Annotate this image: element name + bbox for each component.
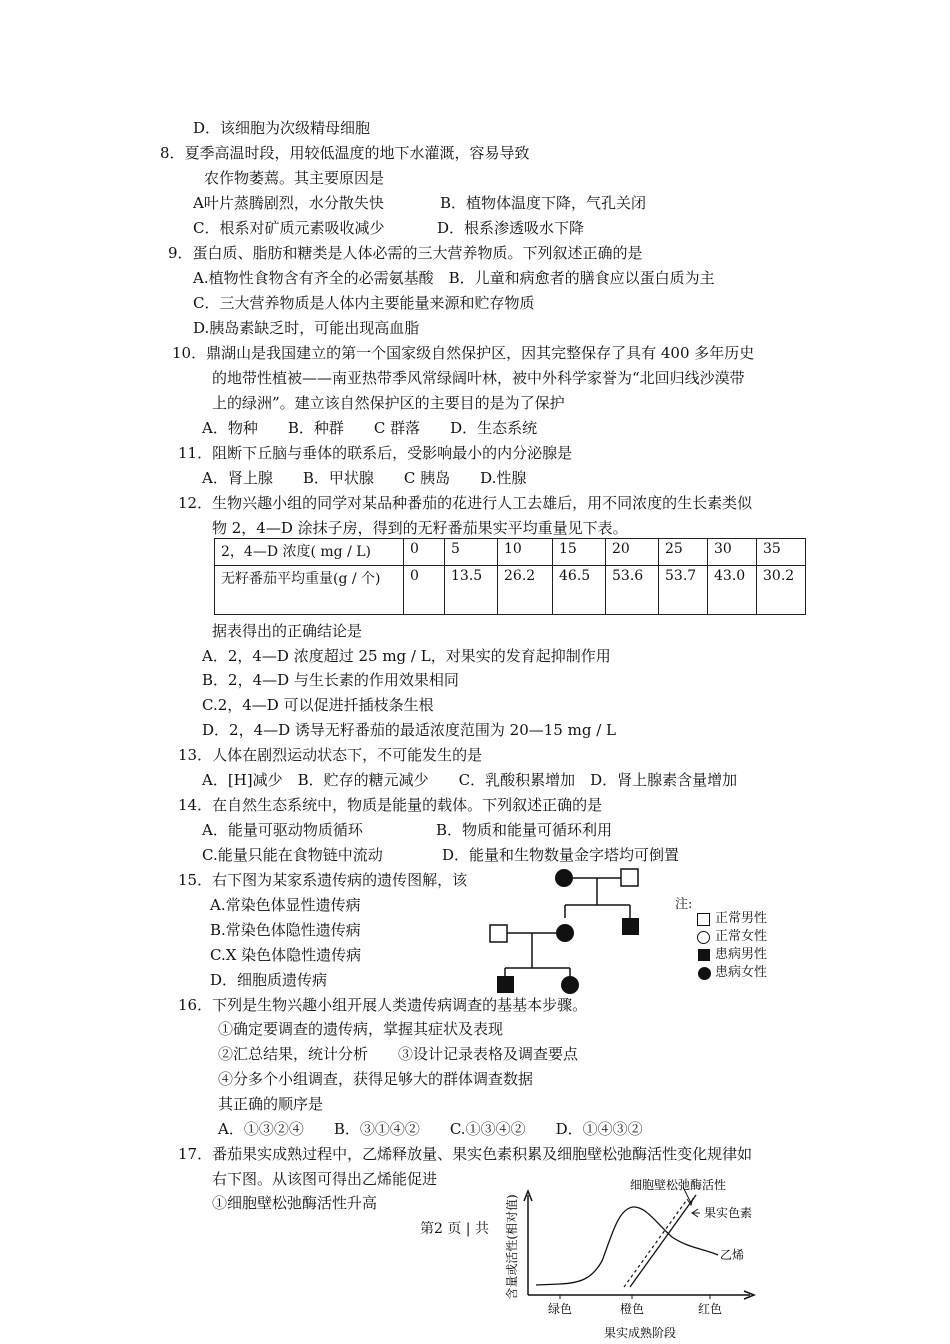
q9-option-d: D.胰岛素缺乏时，可能出现高血脂 bbox=[193, 319, 420, 337]
q14-option-a: A．能量可驱动物质循环 bbox=[202, 821, 363, 839]
q12-option-a: A．2，4—D 浓度超过 25 mg / L，对果实的发育起抑制作用 bbox=[202, 647, 611, 665]
table-cell: 43.0 bbox=[708, 566, 757, 615]
table-cell: 30 bbox=[708, 539, 757, 566]
q16-options: A．①③②④ B．③①④② C.①③④② D．①④③② bbox=[218, 1120, 643, 1138]
q13-options: A．[H]减少 B．贮存的糖元减少 C．乳酸积累增加 D．肾上腺素含量增加 bbox=[202, 771, 738, 789]
table-cell: 46.5 bbox=[553, 566, 606, 615]
x-tick-label: 橙色 bbox=[619, 1302, 645, 1316]
legend-title: 注: bbox=[675, 897, 693, 912]
x-tick-label: 绿色 bbox=[547, 1302, 573, 1316]
q16-step-2-3: ②汇总结果，统计分析 ③设计记录表格及调查要点 bbox=[218, 1045, 579, 1063]
q8-stem-line2: 农作物萎蔫。其主要原因是 bbox=[204, 169, 385, 187]
table-cell: 20 bbox=[606, 539, 659, 566]
q8-stem-line1: 8．夏季高温时段，用较低温度的地下水灌溉，容易导致 bbox=[160, 144, 530, 162]
q9-stem: 9．蛋白质、脂肪和糖类是人体必需的三大营养物质。下列叙述正确的是 bbox=[168, 244, 643, 262]
q12-lead: 据表得出的正确结论是 bbox=[212, 622, 363, 640]
table-cell: 10 bbox=[498, 539, 553, 566]
q15-stem: 15．右下图为某家系遗传病的遗传图解，该 bbox=[178, 871, 468, 889]
q12-data-table bbox=[214, 538, 806, 615]
q8-option-b: B．植物体温度下降，气孔关闭 bbox=[440, 194, 647, 212]
q15-option-d: D．细胞质遗传病 bbox=[210, 971, 328, 989]
table-cell: 0 bbox=[404, 566, 445, 615]
affected-female-icon bbox=[698, 967, 711, 980]
q9-options-ab: A.植物性食物含有齐全的必需氨基酸 B．儿童和病愈者的膳食应以蛋白质为主 bbox=[193, 269, 715, 287]
legend-normal-male: 正常男性 bbox=[715, 911, 768, 926]
q11-options: A．肾上腺 B．甲状腺 C 胰岛 D.性腺 bbox=[202, 469, 527, 487]
affected-female-symbol bbox=[561, 976, 579, 994]
q14-option-c: C.能量只能在食物链中流动 bbox=[202, 846, 383, 864]
ripening-chart bbox=[500, 1175, 790, 1343]
q14-option-d: D．能量和生物数量金字塔均可倒置 bbox=[442, 846, 680, 864]
q13-stem: 13．人体在剧烈运动状态下，不可能发生的是 bbox=[178, 746, 483, 764]
normal-male-symbol bbox=[490, 925, 507, 942]
q16-lead: 其正确的顺序是 bbox=[218, 1095, 324, 1113]
table-header-weight: 无籽番茄平均重量(g / 个) bbox=[215, 566, 404, 615]
q10-stem-line2: 的地带性植被——南亚热带季风常绿阔叶林，被中外科学家誉为“北回归线沙漠带 bbox=[212, 369, 745, 387]
y-axis-label: 含量或活性(相对值) bbox=[505, 1194, 519, 1300]
table-cell: 15 bbox=[553, 539, 606, 566]
q8-option-d: D．根系渗透吸水下降 bbox=[437, 219, 585, 237]
q11-stem: 11．阻断下丘脑与垂体的联系后，受影响最小的内分泌腺是 bbox=[178, 444, 573, 462]
q12-stem-line2: 物 2，4—D 涂抹子房，得到的无籽番茄果实平均重量见下表。 bbox=[212, 519, 628, 537]
q10-stem-line1: 10．鼎湖山是我国建立的第一个国家级自然保护区，因其完整保存了具有 400 多年历史 bbox=[172, 344, 755, 362]
x-tick-label: 红色 bbox=[697, 1302, 723, 1316]
table-cell: 5 bbox=[445, 539, 498, 566]
q8-option-c: C．根系对矿质元素吸收减少 bbox=[193, 219, 385, 237]
q16-stem: 16．下列是生物兴趣小组开展人类遗传病调查的基基本步骤。 bbox=[178, 996, 588, 1014]
legend-affected-male: 患病男性 bbox=[715, 947, 768, 962]
affected-male-symbol bbox=[622, 918, 639, 935]
table-cell: 13.5 bbox=[445, 566, 498, 615]
affected-female-symbol bbox=[555, 869, 573, 887]
q14-stem: 14．在自然生态系统中，物质是能量的载体。下列叙述正确的是 bbox=[178, 796, 603, 814]
q10-options: A．物种 B．种群 C 群落 D．生态系统 bbox=[202, 419, 538, 437]
legend-affected-female: 患病女性 bbox=[715, 965, 768, 980]
q17-statement-1: ①细胞壁松弛酶活性升高 bbox=[212, 1194, 378, 1212]
q9-option-c: C．三大营养物质是人体内主要能量来源和贮存物质 bbox=[193, 294, 535, 312]
legend-normal-female: 正常女性 bbox=[715, 929, 768, 944]
table-cell: 53.7 bbox=[659, 566, 708, 615]
table-cell: 53.6 bbox=[606, 566, 659, 615]
affected-female-symbol bbox=[556, 924, 574, 942]
q7-option-d: D．该细胞为次级精母细胞 bbox=[193, 119, 371, 137]
table-cell: 26.2 bbox=[498, 566, 553, 615]
table-cell: 0 bbox=[404, 539, 445, 566]
table-cell: 30.2 bbox=[757, 566, 806, 615]
table-cell: 25 bbox=[659, 539, 708, 566]
table-row-concentration bbox=[215, 539, 806, 566]
q16-step-1: ①确定要调查的遗传病，掌握其症状及表现 bbox=[218, 1020, 504, 1038]
q15-option-a: A.常染色体显性遗传病 bbox=[210, 896, 361, 914]
normal-male-symbol bbox=[621, 869, 638, 886]
series-label-ethylene: 乙烯 bbox=[720, 1248, 745, 1262]
series-label-enzyme: 细胞壁松弛酶活性 bbox=[630, 1178, 727, 1192]
normal-female-icon bbox=[697, 931, 710, 944]
q8-option-a: A叶片蒸腾剧烈，水分散失快 bbox=[193, 194, 384, 212]
normal-male-icon bbox=[697, 913, 710, 926]
pedigree-diagram bbox=[480, 860, 670, 1010]
page-footer: 第2 页 | 共 bbox=[420, 1221, 489, 1237]
q17-stem-line1: 17．番茄果实成熟过程中，乙烯释放量、果实色素积累及细胞壁松弛酶活性变化规律如 bbox=[178, 1145, 753, 1163]
q15-option-c: C.X 染色体隐性遗传病 bbox=[210, 946, 362, 964]
series-label-pigment: 果实色素 bbox=[704, 1206, 753, 1220]
q14-option-b: B．物质和能量可循环利用 bbox=[436, 821, 613, 839]
table-header-concentration: 2，4—D 浓度( mg / L) bbox=[215, 539, 404, 566]
series-fruit-pigment bbox=[624, 1201, 686, 1287]
q12-stem-line1: 12．生物兴趣小组的同学对某品种番茄的花进行人工去雄后，用不同浓度的生长素类似 bbox=[178, 494, 753, 512]
q15-option-b: B.常染色体隐性遗传病 bbox=[210, 921, 361, 939]
q10-stem-line3: 上的绿洲”。建立该自然保护区的主要目的是为了保护 bbox=[212, 394, 565, 412]
affected-male-icon bbox=[698, 949, 710, 961]
q12-option-d: D．2，4—D 诱导无籽番茄的最适浓度范围为 20—15 mg / L bbox=[202, 721, 616, 739]
affected-male-symbol bbox=[497, 976, 514, 993]
q16-step-4: ④分多个小组调查，获得足够大的群体调查数据 bbox=[218, 1070, 534, 1088]
series-ethylene bbox=[536, 1207, 718, 1285]
table-cell: 35 bbox=[757, 539, 806, 566]
table-row-weight bbox=[215, 566, 806, 615]
q17-stem-line2: 右下图。从该图可得出乙烯能促进 bbox=[212, 1170, 438, 1188]
x-axis-label: 果实成熟阶段 bbox=[603, 1326, 677, 1340]
q12-option-c: C.2，4—D 可以促进扦插枝条生根 bbox=[202, 696, 434, 714]
q12-option-b: B．2，4—D 与生长素的作用效果相同 bbox=[202, 671, 459, 689]
